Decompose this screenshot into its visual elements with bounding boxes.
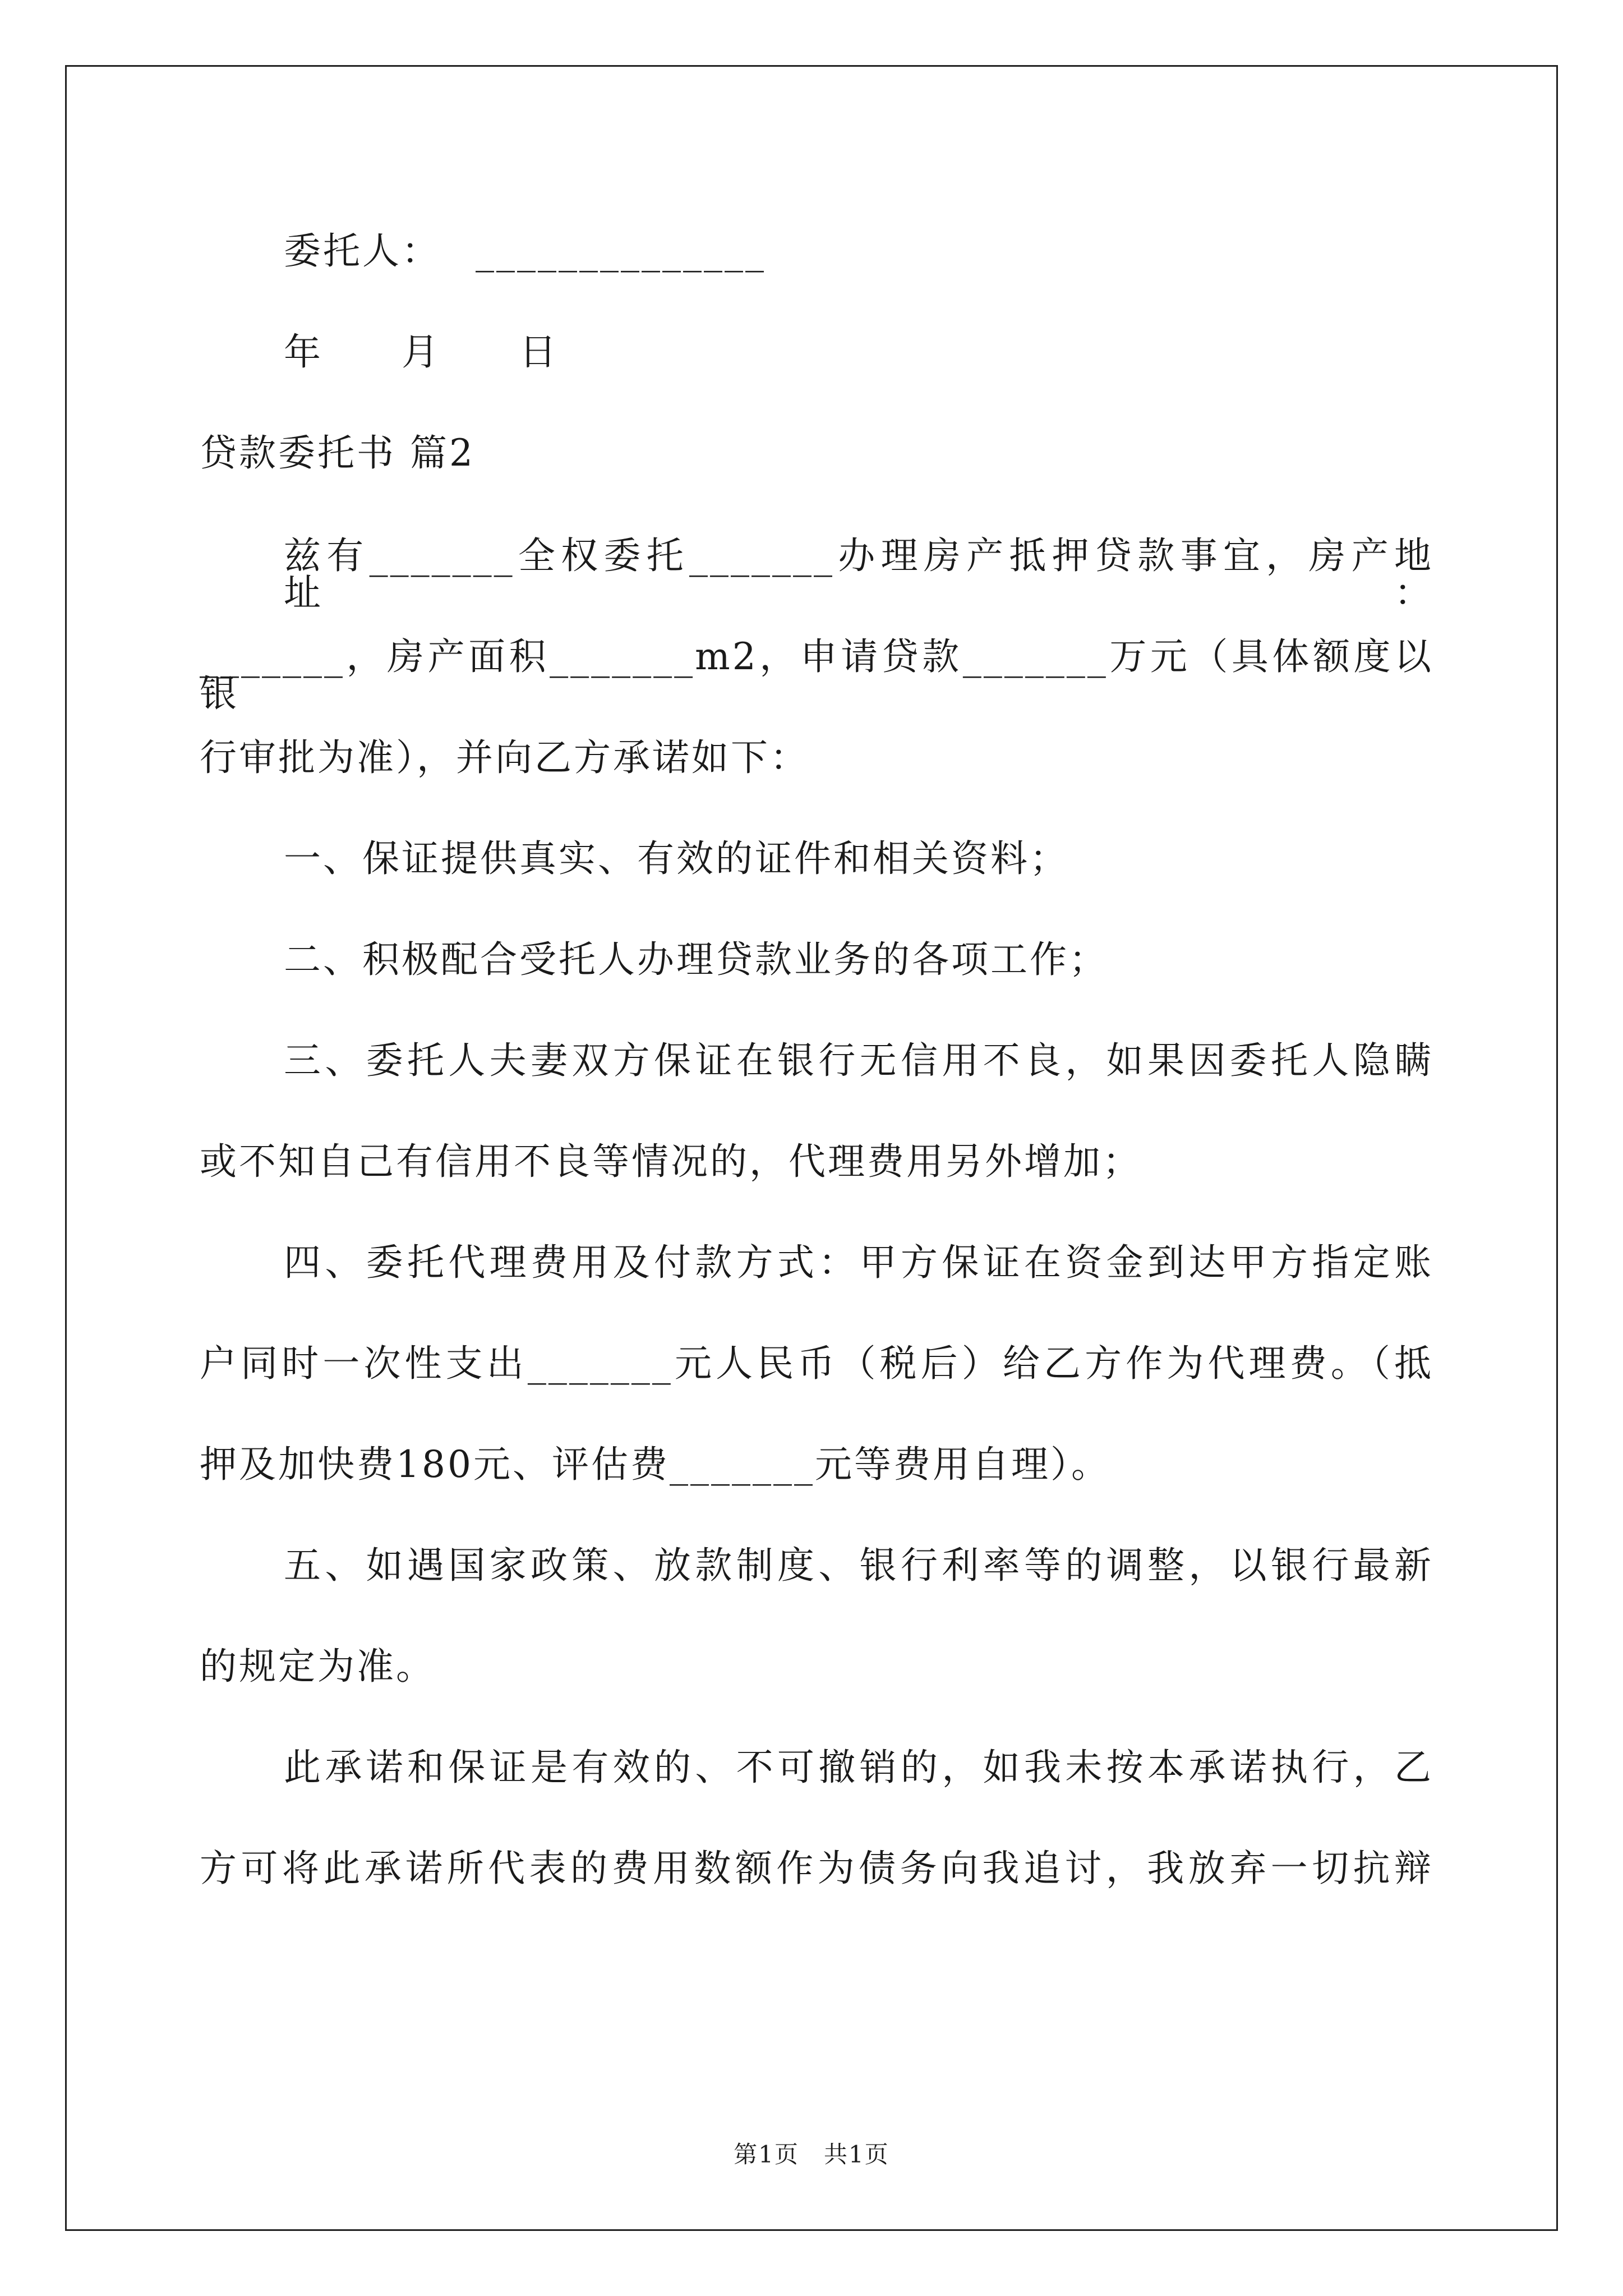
paragraph-line: 行审批为准），并向乙方承诺如下： [200, 736, 809, 779]
clause-item-4-continued: 押及加快费180元、评估费_______元等费用自理）。 [200, 1443, 1110, 1486]
clause-item-1: 一、保证提供真实、有效的证件和相关资料； [284, 837, 1069, 880]
paragraph-line: _______，房产面积_______m2，申请贷款_______万元（具体额度以银 [200, 635, 1433, 715]
date-line: 年 月 日 [284, 330, 559, 374]
clause-item-5-continued: 的规定为准。 [200, 1645, 435, 1688]
paragraph-line: 兹有_______全权委托_______办理房产抵押贷款事宜，房产地址： [284, 534, 1433, 614]
commitment-paragraph: 此承诺和保证是有效的、不可撤销的，如我未按本承诺执行，乙 [284, 1746, 1433, 1789]
principal-signature-line: 委托人： ______________ [284, 229, 766, 273]
clause-item-4: 四、委托代理费用及付款方式：甲方保证在资金到达甲方指定账 [284, 1241, 1433, 1284]
clause-item-3-continued: 或不知自己有信用不良等情况的，代理费用另外增加； [200, 1140, 1142, 1183]
clause-item-4-continued: 户同时一次性支出_______元人民币（税后）给乙方作为代理费。（抵 [200, 1342, 1433, 1385]
clause-item-3: 三、委托人夫妻双方保证在银行无信用不良，如果因委托人隐瞒 [284, 1039, 1433, 1082]
page-number: 第1页 共1页 [734, 2141, 889, 2168]
section-heading: 贷款委托书 篇2 [200, 431, 475, 475]
clause-item-5: 五、如遇国家政策、放款制度、银行利率等的调整，以银行最新 [284, 1544, 1433, 1587]
commitment-paragraph-continued: 方可将此承诺所代表的费用数额作为债务向我追讨，我放弃一切抗辩 [200, 1847, 1433, 1890]
clause-item-2: 二、积极配合受托人办理贷款业务的各项工作； [284, 938, 1108, 981]
